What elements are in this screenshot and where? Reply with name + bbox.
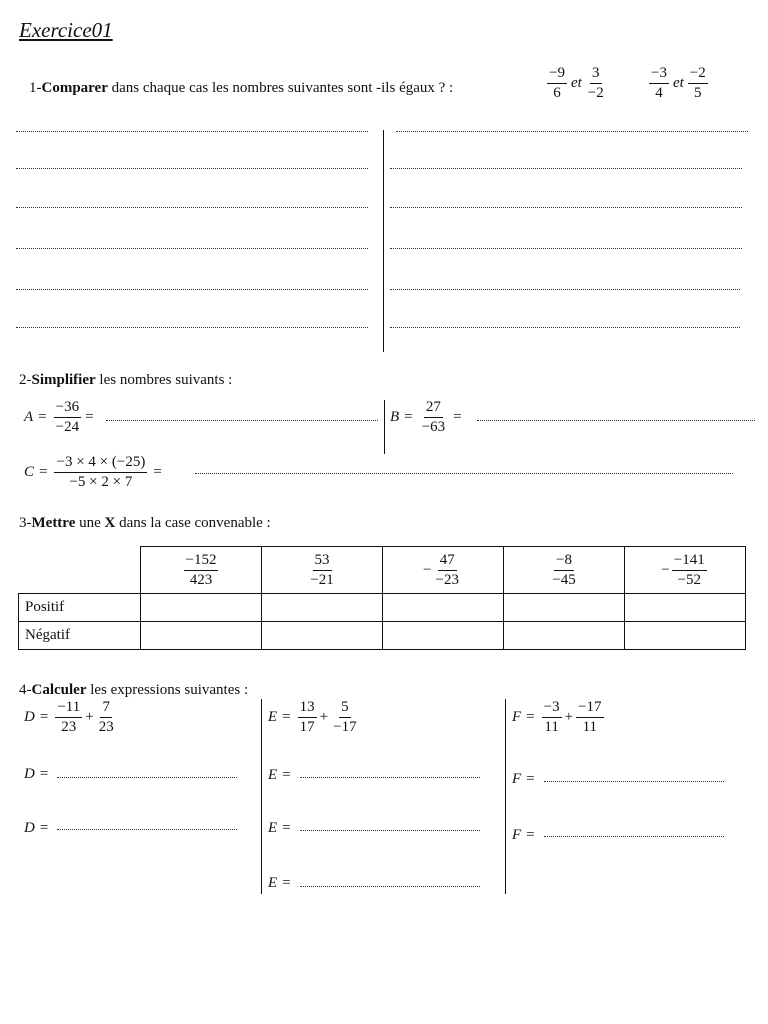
plus-sign: +	[85, 708, 94, 725]
column-divider	[384, 400, 385, 454]
equals-sign: =	[38, 408, 47, 425]
var-name: E	[268, 708, 278, 725]
row-label: Positif	[19, 594, 141, 622]
q3-text: dans la case convenable :	[115, 515, 271, 531]
answer-step-d: D =	[24, 766, 49, 782]
answer-step-f: F =	[512, 827, 535, 843]
fraction: $\frac{27}{-63}$	[421, 399, 446, 435]
answer-line[interactable]	[300, 830, 480, 831]
expr-a	[24, 399, 94, 435]
answer-cell[interactable]	[504, 622, 625, 650]
fraction: $\frac{-11}{23}$	[57, 699, 81, 735]
table-header-cell: $\frac{53}{-21}$	[262, 547, 383, 594]
answer-line[interactable]	[16, 327, 368, 328]
q3-verb: Mettre	[31, 515, 76, 531]
sign-table	[18, 546, 746, 650]
q2-statement	[19, 372, 232, 389]
table-header-cell: − $\frac{47}{-23}$	[383, 547, 504, 594]
answer-line[interactable]	[477, 420, 755, 421]
q1-pair-b	[647, 65, 710, 101]
table-row	[19, 622, 746, 650]
answer-line[interactable]	[396, 131, 748, 132]
var-name: D	[24, 708, 35, 725]
answer-cell[interactable]	[383, 622, 504, 650]
fraction: $\frac{-17}{11}$	[578, 699, 602, 735]
q2-text: les nombres suivants :	[95, 372, 233, 388]
var-name: F	[512, 708, 522, 725]
q3-statement	[19, 515, 271, 532]
table-corner	[19, 547, 141, 594]
equals-sign: =	[85, 408, 94, 425]
equals-sign: =	[404, 408, 413, 425]
table-row	[19, 594, 746, 622]
answer-cell[interactable]	[625, 594, 746, 622]
answer-line[interactable]	[16, 289, 368, 290]
answer-line[interactable]	[16, 248, 368, 249]
fraction: $\frac{-3}{4}$	[651, 65, 667, 101]
fraction: $\frac{-3}{11}$	[543, 699, 560, 735]
answer-step-d: D =	[24, 820, 49, 836]
fraction: $\frac{-36}{-24}$	[55, 399, 80, 435]
plus-sign: +	[319, 708, 329, 725]
expr-b	[390, 399, 462, 435]
expr-e	[268, 699, 361, 735]
answer-line[interactable]	[195, 473, 733, 474]
q1-verb: Comparer	[41, 80, 108, 96]
equals-sign: =	[453, 408, 462, 425]
answer-step-e: E =	[268, 875, 291, 891]
column-divider	[261, 699, 262, 894]
answer-cell[interactable]	[383, 594, 504, 622]
q1-text: dans chaque cas les nombres suivantes sont -ils égaux ? :	[107, 80, 454, 96]
q3-mid: une	[75, 515, 105, 531]
equals-sign: =	[282, 708, 291, 725]
answer-line[interactable]	[57, 777, 237, 778]
answer-cell[interactable]	[262, 622, 383, 650]
fraction: $\frac{13}{17}$	[299, 699, 315, 735]
answer-line[interactable]	[16, 131, 368, 132]
answer-step-e: E =	[268, 820, 291, 836]
equals-sign: =	[39, 463, 48, 480]
answer-line[interactable]	[390, 327, 740, 328]
column-divider	[505, 699, 506, 894]
answer-line[interactable]	[544, 836, 724, 837]
et-word: et	[570, 74, 582, 91]
column-divider	[383, 130, 384, 352]
answer-line[interactable]	[57, 829, 237, 830]
et-word: et	[672, 74, 684, 91]
answer-line[interactable]	[390, 248, 742, 249]
answer-cell[interactable]	[625, 622, 746, 650]
var-name: C	[24, 463, 35, 480]
q3-number: 3-	[19, 515, 32, 531]
equals-sign: =	[39, 708, 49, 725]
table-header-cell: − $\frac{-141}{-52}$	[625, 547, 746, 594]
q4-text: les expressions suivantes :	[86, 682, 249, 698]
answer-line[interactable]	[544, 781, 724, 782]
answer-line[interactable]	[390, 168, 742, 169]
equals-sign: =	[526, 708, 535, 725]
q3-x: X	[104, 515, 116, 531]
equals-sign: =	[153, 463, 162, 480]
exercise-title: Exercice01	[19, 18, 113, 42]
answer-cell[interactable]	[141, 594, 262, 622]
q4-statement	[19, 682, 248, 699]
fraction: $\frac{-2}{5}$	[689, 65, 706, 101]
q2-verb: Simplifier	[31, 372, 96, 388]
fraction: $\frac{3}{-2}$	[587, 65, 604, 101]
table-header-cell: $\frac{-152}{423}$	[141, 547, 262, 594]
answer-line[interactable]	[300, 886, 480, 887]
answer-line[interactable]	[16, 207, 368, 208]
expr-c	[24, 454, 162, 490]
plus-sign: +	[564, 708, 574, 725]
q4-number: 4-	[19, 682, 32, 698]
answer-cell[interactable]	[141, 622, 262, 650]
var-name: A	[24, 408, 34, 425]
answer-cell[interactable]	[504, 594, 625, 622]
answer-line[interactable]	[390, 207, 742, 208]
q2-number: 2-	[19, 372, 32, 388]
answer-step-f: F =	[512, 771, 535, 787]
answer-line[interactable]	[106, 420, 378, 421]
q1-pair-a	[545, 65, 608, 101]
table-header-cell: $\frac{-8}{-45}$	[504, 547, 625, 594]
fraction: $\frac{-9}{6}$	[549, 65, 565, 101]
fraction: $\frac{7}{23}$	[98, 699, 114, 735]
fraction: $\frac{5}{-17}$	[333, 699, 357, 735]
fraction: $\frac{-3 \times 4 \times (-25)}{-5 \times 2 \times 7}$	[56, 454, 146, 490]
expr-f	[512, 699, 606, 735]
q1-number: 1-	[29, 80, 42, 96]
q4-verb: Calculer	[31, 682, 87, 698]
answer-cell[interactable]	[262, 594, 383, 622]
q1-statement	[29, 80, 453, 97]
var-name: B	[390, 408, 400, 425]
answer-line[interactable]	[300, 777, 480, 778]
answer-line[interactable]	[390, 289, 740, 290]
answer-step-e: E =	[268, 767, 291, 783]
expr-d	[24, 699, 118, 735]
row-label: Négatif	[19, 622, 141, 650]
answer-line[interactable]	[16, 168, 368, 169]
